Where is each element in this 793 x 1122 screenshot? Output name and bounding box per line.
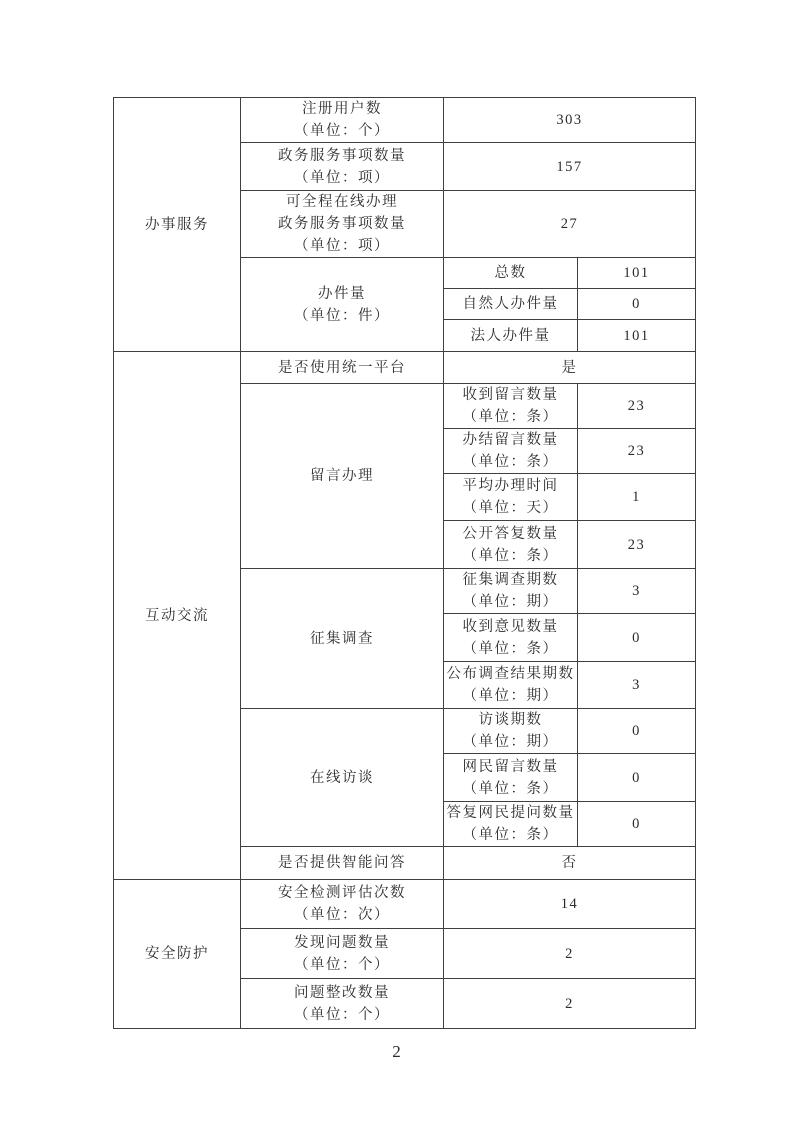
sub-label-legal-person: 法人办件量 — [444, 320, 578, 352]
sub-value-natural-person: 0 — [578, 289, 696, 320]
sub-value-messages-resolved: 23 — [578, 429, 696, 474]
item-label-problems-rectified: 问题整改数量 （单位：个） — [241, 979, 444, 1029]
sub-value-netizen-messages: 0 — [578, 754, 696, 802]
item-label-online-service-items: 可全程在线办理 政务服务事项数量 （单位：项） — [241, 191, 444, 258]
page-number: 2 — [392, 1042, 401, 1061]
item-value-unified-platform: 是 — [444, 352, 696, 384]
annual-report-table — [113, 97, 696, 1029]
item-value-online-service-items: 27 — [444, 191, 696, 258]
item-label-unified-platform: 是否使用统一平台 — [241, 352, 444, 384]
item-value-registered-users: 303 — [444, 98, 696, 143]
sub-label-opinions-received: 收到意见数量 （单位：条） — [444, 614, 578, 662]
item-value-problems-found: 2 — [444, 929, 696, 979]
item-value-security-assessments: 14 — [444, 880, 696, 929]
category-cell-interaction — [114, 352, 241, 880]
sub-value-avg-handling-time: 1 — [578, 474, 696, 521]
sub-label-netizen-messages: 网民留言数量 （单位：条） — [444, 754, 578, 802]
sub-label-messages-resolved: 办结留言数量 （单位：条） — [444, 429, 578, 474]
category-label: 互动交流 — [145, 607, 209, 624]
item-label-security-assessments: 安全检测评估次数 （单位：次） — [241, 880, 444, 929]
sub-value-interview-periods: 0 — [578, 709, 696, 754]
category-label: 安全防护 — [145, 946, 209, 962]
sub-label-avg-handling-time: 平均办理时间 （单位：天） — [444, 474, 578, 521]
item-label-case-volume: 办件量 （单位：件） — [241, 258, 444, 352]
item-label-registered-users: 注册用户数 （单位：个） — [241, 98, 444, 143]
sub-value-public-replies: 23 — [578, 521, 696, 569]
category-cell-service — [114, 98, 241, 352]
sub-value-total: 101 — [578, 258, 696, 289]
item-label-problems-found: 发现问题数量 （单位：个） — [241, 929, 444, 979]
sub-label-messages-received: 收到留言数量 （单位：条） — [444, 384, 578, 429]
sub-value-survey-periods: 3 — [578, 569, 696, 614]
category-cell-security — [114, 880, 241, 1029]
item-label-survey: 征集调查 — [241, 569, 444, 709]
sub-value-legal-person: 101 — [578, 320, 696, 352]
item-label-online-interview: 在线访谈 — [241, 709, 444, 847]
item-value-service-items: 157 — [444, 143, 696, 191]
item-label-smart-qa: 是否提供智能问答 — [241, 847, 444, 880]
sub-label-survey-results-published: 公布调查结果期数 （单位：期） — [444, 662, 578, 709]
item-value-smart-qa: 否 — [444, 847, 696, 880]
sub-value-messages-received: 23 — [578, 384, 696, 429]
sub-label-natural-person: 自然人办件量 — [444, 289, 578, 320]
item-label-service-items: 政务服务事项数量 （单位：项） — [241, 143, 444, 191]
sub-value-survey-results-published: 3 — [578, 662, 696, 709]
sub-label-survey-periods: 征集调查期数 （单位：期） — [444, 569, 578, 614]
item-label-message-handling: 留言办理 — [241, 384, 444, 569]
sub-label-netizen-questions-answered: 答复网民提问数量 （单位：条） — [444, 802, 578, 847]
sub-label-interview-periods: 访谈期数 （单位：期） — [444, 709, 578, 754]
category-label: 办事服务 — [145, 216, 209, 233]
item-value-problems-rectified: 2 — [444, 979, 696, 1029]
sub-value-opinions-received: 0 — [578, 614, 696, 662]
sub-label-public-replies: 公开答复数量 （单位：条） — [444, 521, 578, 569]
sub-label-total: 总数 — [444, 258, 578, 289]
sub-value-netizen-questions-answered: 0 — [578, 802, 696, 847]
